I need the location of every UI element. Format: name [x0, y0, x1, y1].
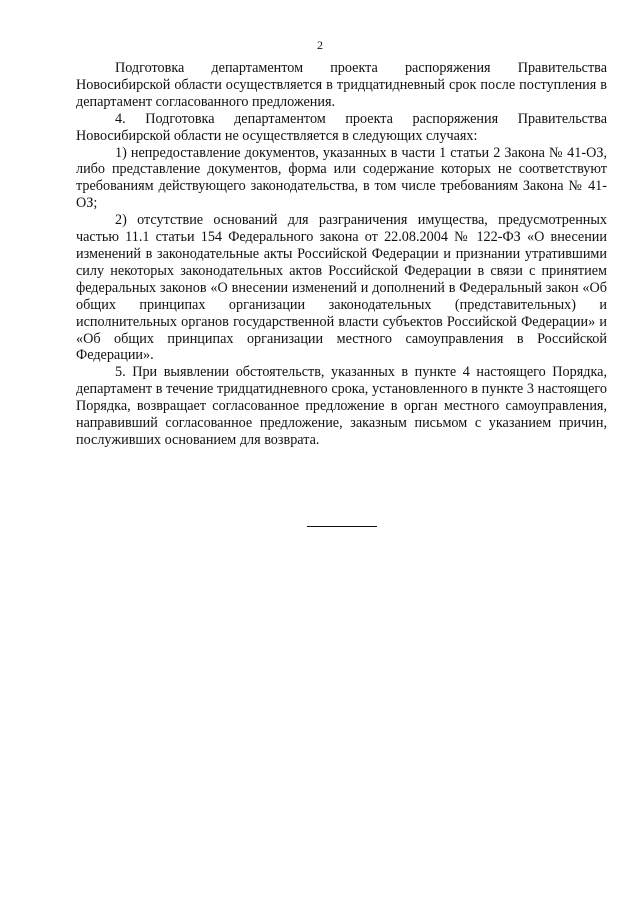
paragraph-preparation-term: Подготовка департаментом проекта распоряжения Правительства Новосибирской области осуществляется в тридцатидневный срок после поступления в департамент согласованного предложения.	[76, 60, 607, 110]
end-of-document-rule	[307, 526, 377, 527]
document-body	[76, 60, 607, 449]
paragraph-subitem-1: 1) непредоставление документов, указанных в части 1 статьи 2 Закона № 41-ОЗ, либо представление документов, форма или содержание которых не соответствуют требованиям действующего законодательства, в том числе требованиям Закона № 41-ОЗ;	[76, 144, 607, 212]
paragraph-item-5: 5. При выявлении обстоятельств, указанных в пункте 4 настоящего Порядка, департамент в течение тридцатидневного срока, установленного в пункте 3 настоящего Порядка, возвращает согласованное предложение в орган местного самоуправления, направивший согласованное предложение, заказным письмом с указанием причин, послуживших основанием для возврата.	[76, 364, 607, 448]
paragraph-subitem-2: 2) отсутствие оснований для разграничения имущества, предусмотренных частью 11.1 статьи 154 Федерального закона от 22.08.2004 № 122-ФЗ «О внесении изменений в законодательные акты Российской Федерации и признании утратившими силу некоторых законодательных актов Российской Федерации в связи с принятием федеральных законов «О внесении изменений и дополнений в Федеральный закон «Об общих принципах организации законодательных (представительных) и исполнительных органов государственной власти субъектов Российской Федерации» и «Об общих принципах организации местного самоуправления в Российской Федерации».	[76, 212, 607, 364]
paragraph-item-4: 4. Подготовка департаментом проекта распоряжения Правительства Новосибирской области не осуществляется в следующих случаях:	[76, 110, 607, 144]
page-number: 2	[317, 38, 323, 52]
